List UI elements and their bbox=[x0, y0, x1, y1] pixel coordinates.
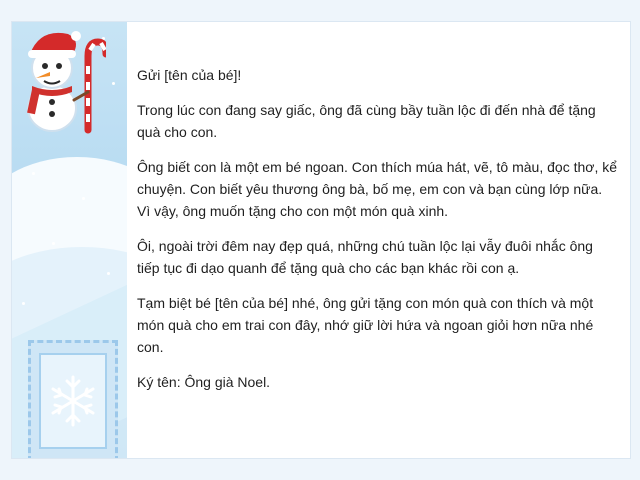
letter-body bbox=[137, 64, 617, 406]
letter-signature: Ký tên: Ông già Noel. bbox=[137, 374, 271, 390]
stamp bbox=[28, 340, 118, 458]
snowflake-dot bbox=[112, 82, 115, 85]
snowflake-icon bbox=[41, 355, 105, 447]
stamp-inner bbox=[39, 353, 107, 449]
snowflake-dot bbox=[82, 197, 85, 200]
candy-cane-icon bbox=[88, 42, 106, 130]
letter-paragraph: Ông biết con là một em bé ngoan. Con thích múa hát, vẽ, tô màu, đọc thơ, kể chuyện. Con biết yêu thương ông bà, bố mẹ, em con và bạn cùng lớp nữa. Vì vậy, ông muốn tặng cho con một món quà xinh. bbox=[137, 159, 618, 219]
snowman-icon bbox=[18, 26, 106, 134]
letter-paragraph: Tạm biệt bé [tên của bé] nhé, ông gửi tặng con món quà con thích và một món quà cho em trai con đây, nhớ giữ lời hứa và ngoan giỏi hơn nữa nhé con. bbox=[137, 295, 594, 355]
letter-paragraph: Ôi, ngoài trời đêm nay đẹp quá, những chú tuần lộc lại vẫy đuôi nhắc ông tiếp tục đi dạo quanh để tặng quà cho các bạn khác rồi con ạ. bbox=[137, 238, 593, 276]
snowflake-dot bbox=[22, 302, 25, 305]
snowflake-dot bbox=[32, 172, 35, 175]
snowflake-dot bbox=[52, 242, 55, 245]
snowflake-dot bbox=[107, 272, 110, 275]
letter-paragraph: Trong lúc con đang say giấc, ông đã cùng bầy tuần lộc đi đến nhà để tặng quà cho con. bbox=[137, 102, 596, 140]
letter-greeting: Gửi [tên của bé]! bbox=[137, 67, 242, 83]
